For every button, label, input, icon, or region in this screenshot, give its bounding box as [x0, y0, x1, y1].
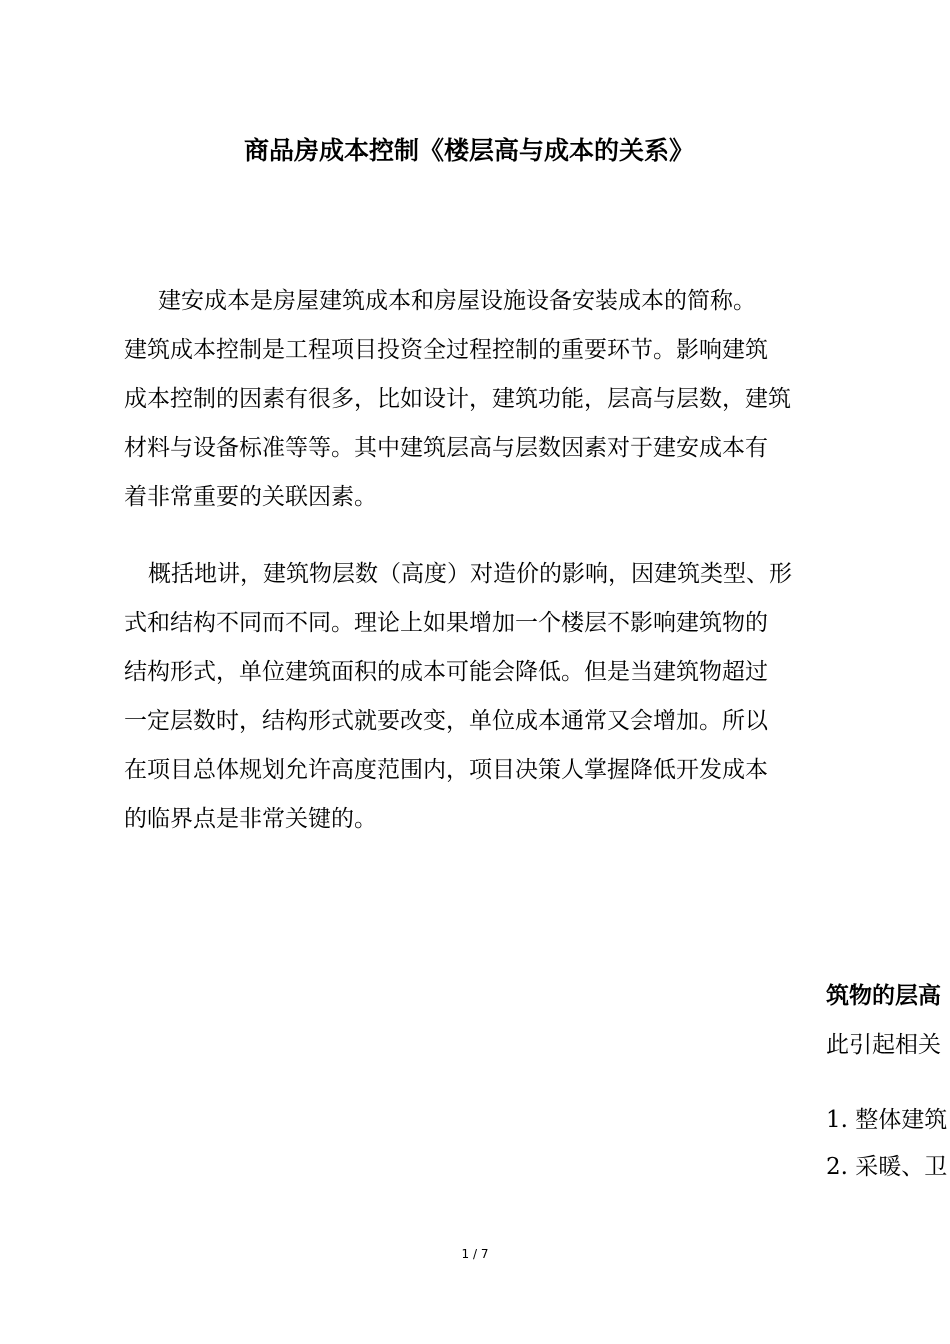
- clipped-text-line: 此引起相关: [826, 1032, 941, 1058]
- paragraph-line: 成本控制的因素有很多，比如设计，建筑功能，层高与层数，建筑: [124, 386, 791, 412]
- paragraph-line: 的临界点是非常关键的。: [124, 806, 377, 832]
- paragraph-line: 建筑成本控制是工程项目投资全过程控制的重要环节。影响建筑: [124, 337, 768, 363]
- clipped-heading: 筑物的层高: [826, 983, 941, 1009]
- paragraph-line: 一定层数时，结构形式就要改变，单位成本通常又会增加。所以: [124, 708, 768, 734]
- paragraph-line: 材料与设备标准等等。其中建筑层高与层数因素对于建安成本有: [124, 435, 768, 461]
- paragraph-line: 建安成本是房屋建筑成本和房屋设施设备安装成本的简称。: [158, 288, 756, 314]
- paragraph-line: 式和结构不同而不同。理论上如果增加一个楼层不影响建筑物的: [124, 610, 768, 636]
- clipped-list-item-2: 2. 采暖、卫: [826, 1154, 948, 1180]
- page-number: 1 / 7: [461, 1247, 489, 1261]
- paragraph-line: 在项目总体规划允许高度范围内，项目决策人掌握降低开发成本: [124, 757, 768, 783]
- paragraph-floor-count: [124, 550, 830, 844]
- clipped-list-item-1: 1. 整体建筑: [826, 1107, 948, 1133]
- document-title: 商品房成本控制《楼层高与成本的关系》: [243, 136, 694, 165]
- paragraph-line: 概括地讲，建筑物层数（高度）对造价的影响，因建筑类型、形: [148, 561, 792, 587]
- paragraph-line: 着非常重要的关联因素。: [124, 484, 377, 510]
- paragraph-construction-cost: [124, 277, 830, 522]
- paragraph-line: 结构形式，单位建筑面积的成本可能会降低。但是当建筑物超过: [124, 659, 768, 685]
